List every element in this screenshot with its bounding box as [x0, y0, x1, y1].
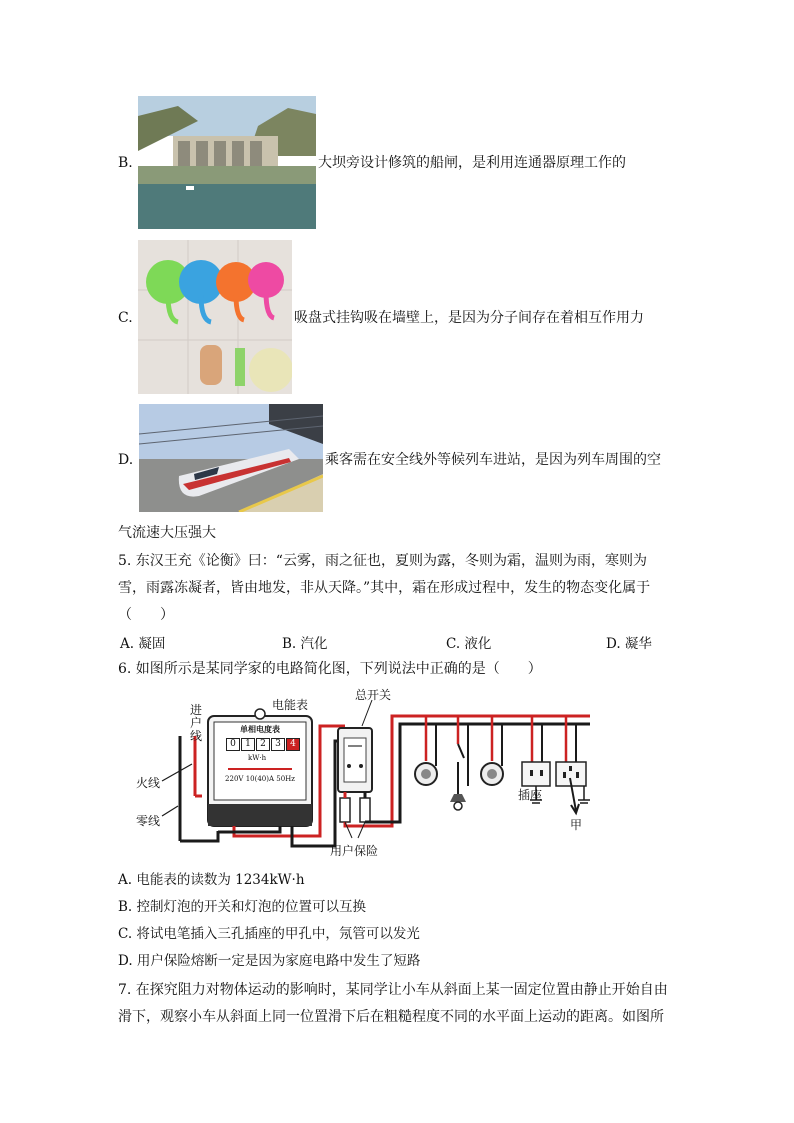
live-wire-label: 火线	[136, 776, 161, 790]
meter-label: 电能表	[272, 698, 309, 712]
option-d-continuation: 气流速大压强大	[118, 525, 216, 541]
option-d-text: 乘客需在安全线外等候列车进站，是因为列车周围的空	[325, 452, 661, 468]
q5-line-3: （ ）	[118, 607, 174, 623]
option-b-letter: B.	[118, 155, 133, 171]
fuse-label: 用户保险	[330, 844, 379, 858]
incoming-line-label: 进户线	[190, 703, 203, 743]
option-d-letter: D.	[118, 452, 134, 468]
q6-option-b: B. 控制灯泡的开关和灯泡的位置可以互换	[118, 899, 367, 915]
option-c-letter: C.	[118, 310, 133, 326]
neutral-wire-label: 零线	[136, 814, 161, 828]
main-switch-label: 总开关	[355, 688, 392, 702]
q5-option-b: B. 汽化	[282, 636, 328, 652]
circuit-diagram	[130, 686, 600, 864]
meter-digit-5: 4	[286, 738, 300, 751]
q5-option-a: A. 凝固	[120, 636, 166, 652]
meter-digit-2: 1	[241, 738, 255, 751]
q7-line-1: 7. 在探究阻力对物体运动的影响时，某同学让小车从斜面上某一固定位置由静止开始自由	[118, 982, 668, 998]
bullet-train-photo	[139, 404, 323, 512]
q6-option-c: C. 将试电笔插入三孔插座的甲孔中，氖管可以发光	[118, 926, 420, 942]
q5-line-1: 5. 东汉王充《论衡》曰：“云雾，雨之征也，夏则为露，冬则为霜，温则为雨，寒则为	[118, 553, 647, 569]
meter-digit-3: 2	[256, 738, 270, 751]
meter-digit-4: 3	[271, 738, 285, 751]
meter-digits	[226, 738, 300, 751]
suction-hooks-photo	[138, 240, 292, 394]
q7-line-2: 滑下，观察小车从斜面上同一位置滑下后在粗糙程度不同的水平面上运动的距离。如图所	[118, 1009, 664, 1025]
hole-jia-label: 甲	[570, 818, 583, 832]
q6-stem: 6. 如图所示是某同学家的电路简化图，下列说法中正确的是（ ）	[118, 661, 542, 677]
q5-line-2: 雪，雨露冻凝者，皆由地发，非从天降。”其中，霜在形成过程中，发生的物态变化属于	[118, 580, 651, 596]
q5-option-c: C. 液化	[446, 636, 492, 652]
option-c-text: 吸盘式挂钩吸在墙壁上，是因为分子间存在着相互作用力	[294, 310, 644, 326]
meter-unit: kW·h	[248, 754, 267, 762]
ship-lock-photo	[138, 96, 316, 229]
meter-title: 单相电度表	[240, 724, 280, 734]
q6-option-a: A. 电能表的读数为 1234kW·h	[118, 872, 305, 888]
q6-option-d: D. 用户保险熔断一定是因为家庭电路中发生了短路	[118, 953, 421, 969]
q5-option-d: D. 凝华	[606, 636, 652, 652]
option-b-text: 大坝旁设计修筑的船闸，是利用连通器原理工作的	[318, 155, 626, 171]
meter-digit-1: 0	[226, 738, 240, 751]
socket-label: 插座	[518, 788, 543, 802]
meter-rating: 220V 10(40)A 50Hz	[225, 775, 295, 783]
